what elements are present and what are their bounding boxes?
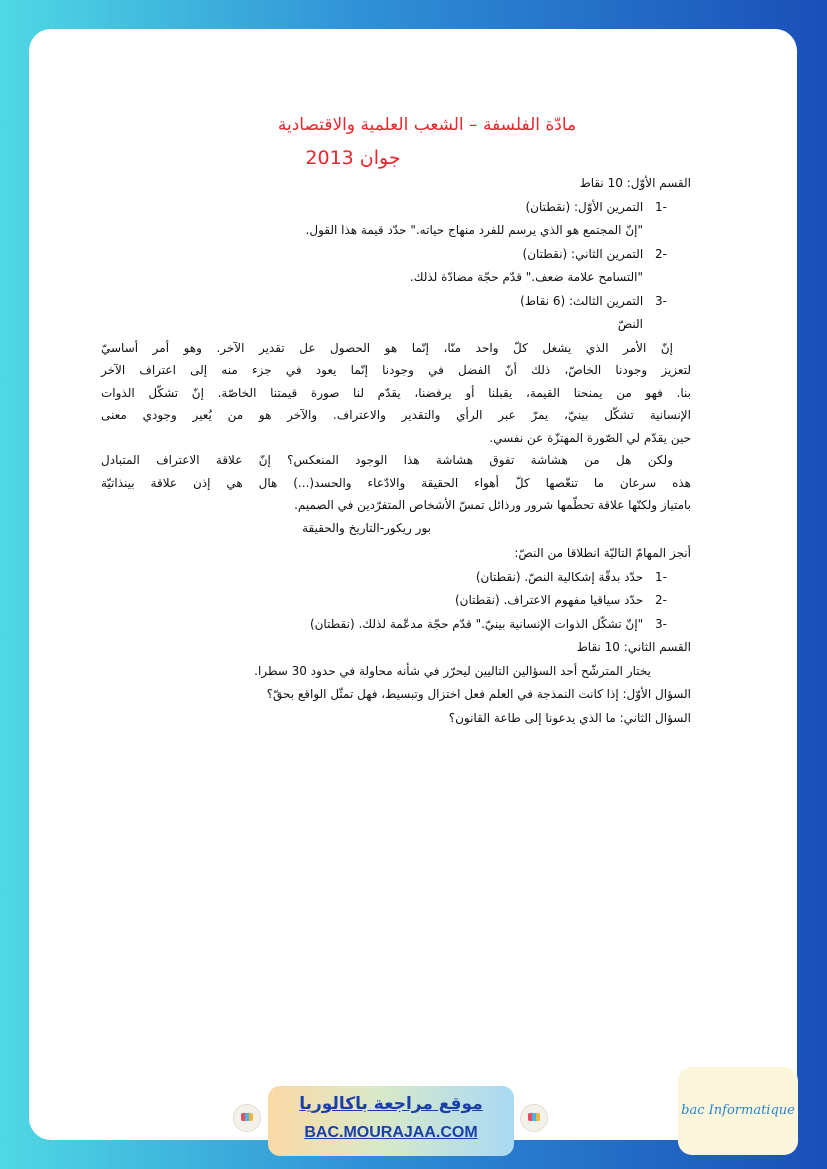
- text-paragraph-1: [101, 337, 691, 450]
- task-1: [101, 566, 691, 590]
- exercise-3-title: [101, 290, 691, 314]
- paragraph-2-line: هذه سرعان ما تنغّصها كلّ أهواء الحقيقة والادّعاء والحسد(...) هال هي إذن علاقة بينذاتيّة: [101, 475, 691, 490]
- exercise-2-title: [101, 243, 691, 267]
- exercise-3-number: -3: [655, 293, 667, 308]
- text-author: بور ريكور-التاريخ والحقيقة: [302, 520, 431, 535]
- task-2: [101, 589, 691, 613]
- site-link-badge[interactable]: [268, 1086, 514, 1156]
- exercise-1-label: التمرين الأوّل: (نقطتان): [525, 199, 644, 214]
- part2-instruction: يختار المترشّح أحد السؤالين التاليين ليحرّر في شأنه محاولة في حدود 30 سطرا.: [254, 663, 651, 678]
- task-3-number: -3: [655, 616, 667, 631]
- paragraph-1-line: بنا. فهو من يمنحنا القيمة، يقبلنا أو يرفضنا، يقدّم لنا صورة قيمتنا الخاصّة. إنّ تشكّل الذوات: [101, 385, 691, 400]
- question-1: السؤال الأوّل: إذا كانت النمذجة في العلم فعل اختزال وتبسيط، فهل تمثّل الواقع بحقّ؟: [266, 687, 691, 701]
- exercise-1-number: -1: [655, 199, 667, 214]
- exercise-2-label: التمرين الثاني: (نقطتان): [522, 246, 644, 261]
- exercise-1-text: "إنّ المجتمع هو الذي يرسم للفرد منهاج حياته." حدّد قيمة هذا القول.: [305, 223, 643, 237]
- site-name-arabic[interactable]: موقع مراجعة باكالوريا: [299, 1094, 483, 1114]
- text-label: النصّ: [617, 317, 643, 331]
- task-3: [101, 613, 691, 637]
- exercise-2-number: -2: [655, 246, 667, 261]
- text-paragraph-2: [101, 449, 691, 517]
- paragraph-1-line: حين يقدّم لي الصّورة المهتزّة عن نفسي.: [489, 430, 691, 445]
- document-page: [29, 29, 797, 1140]
- paragraph-1-line: لتعزيز وجودنا الخاصّ، ذلك أنّ الفضل في وجودنا إنّما يعود في جزء منه إلى اعتراف الآخر: [101, 363, 691, 377]
- part2-title: القسم الثاني: 10 نقاط: [576, 640, 691, 654]
- site-logo-icon: [520, 1104, 548, 1132]
- task-2-number: -2: [655, 593, 667, 607]
- exercise-2-text: "التسامح علامة ضعف." قدّم حجّة مضادّة لذلك.: [409, 270, 643, 284]
- subject-title: مادّة الفلسفة – الشعب العلمية والاقتصادية: [277, 115, 577, 135]
- paragraph-1-line: الإنسانية تشكّل بينيّ، يمرّ عبر الرأي والتقدير والاعتراف. والآخر هو من يُعير وجودي معنى: [101, 408, 691, 422]
- question-2: السؤال الثاني: ما الذي يدعونا إلى طاعة القانون؟: [448, 710, 691, 725]
- task-3-text: "إنّ تشكّل الذوات الإنسانية بينيّ." قدّم حجّة مدعّمة لذلك. (نقطتان): [309, 616, 644, 631]
- part1-title: القسم الأوّل: 10 نقاط: [579, 176, 691, 190]
- exam-body: [101, 172, 691, 730]
- task-1-text: حدّد بدقّة إشكالية النصّ. (نقطتان): [475, 569, 644, 584]
- task-1-number: -1: [655, 569, 667, 584]
- site-logo-icon: [233, 1104, 261, 1132]
- site-url[interactable]: BAC.MOURAJAA.COM: [304, 1124, 478, 1141]
- exercise-1-title: [101, 196, 691, 220]
- paragraph-2-line: بامتياز ولكنّها علاقة تحطّمها شرور ورذائل تمسّ الأشخاص المتفرّدين في الصميم.: [294, 498, 691, 512]
- tasks-intro: أنجز المهامّ التاليّة انطلاقا من النصّ:: [514, 546, 691, 560]
- paragraph-1-line: إنّ الأمر الذي يشغل كلّ واحد منّا، إنّما هو الحصول عل تقدير الآخر. وهو أمر أساسيّ: [101, 340, 673, 355]
- paragraph-2-line: ولكن هل من هشاشة تفوق هشاشة هذا الوجود المنعكس؟ إنّ علاقة الاعتراف المتبادل: [101, 453, 673, 467]
- brand-badge: [678, 1067, 798, 1155]
- brand-name: bac Informatique: [681, 1103, 795, 1118]
- task-2-text: حدّد سياقيا مفهوم الاعتراف. (نقطتان): [454, 593, 644, 607]
- exercise-3-label: التمرين الثالث: (6 نقاط): [520, 293, 644, 308]
- session-title: جوان 2013: [305, 147, 401, 169]
